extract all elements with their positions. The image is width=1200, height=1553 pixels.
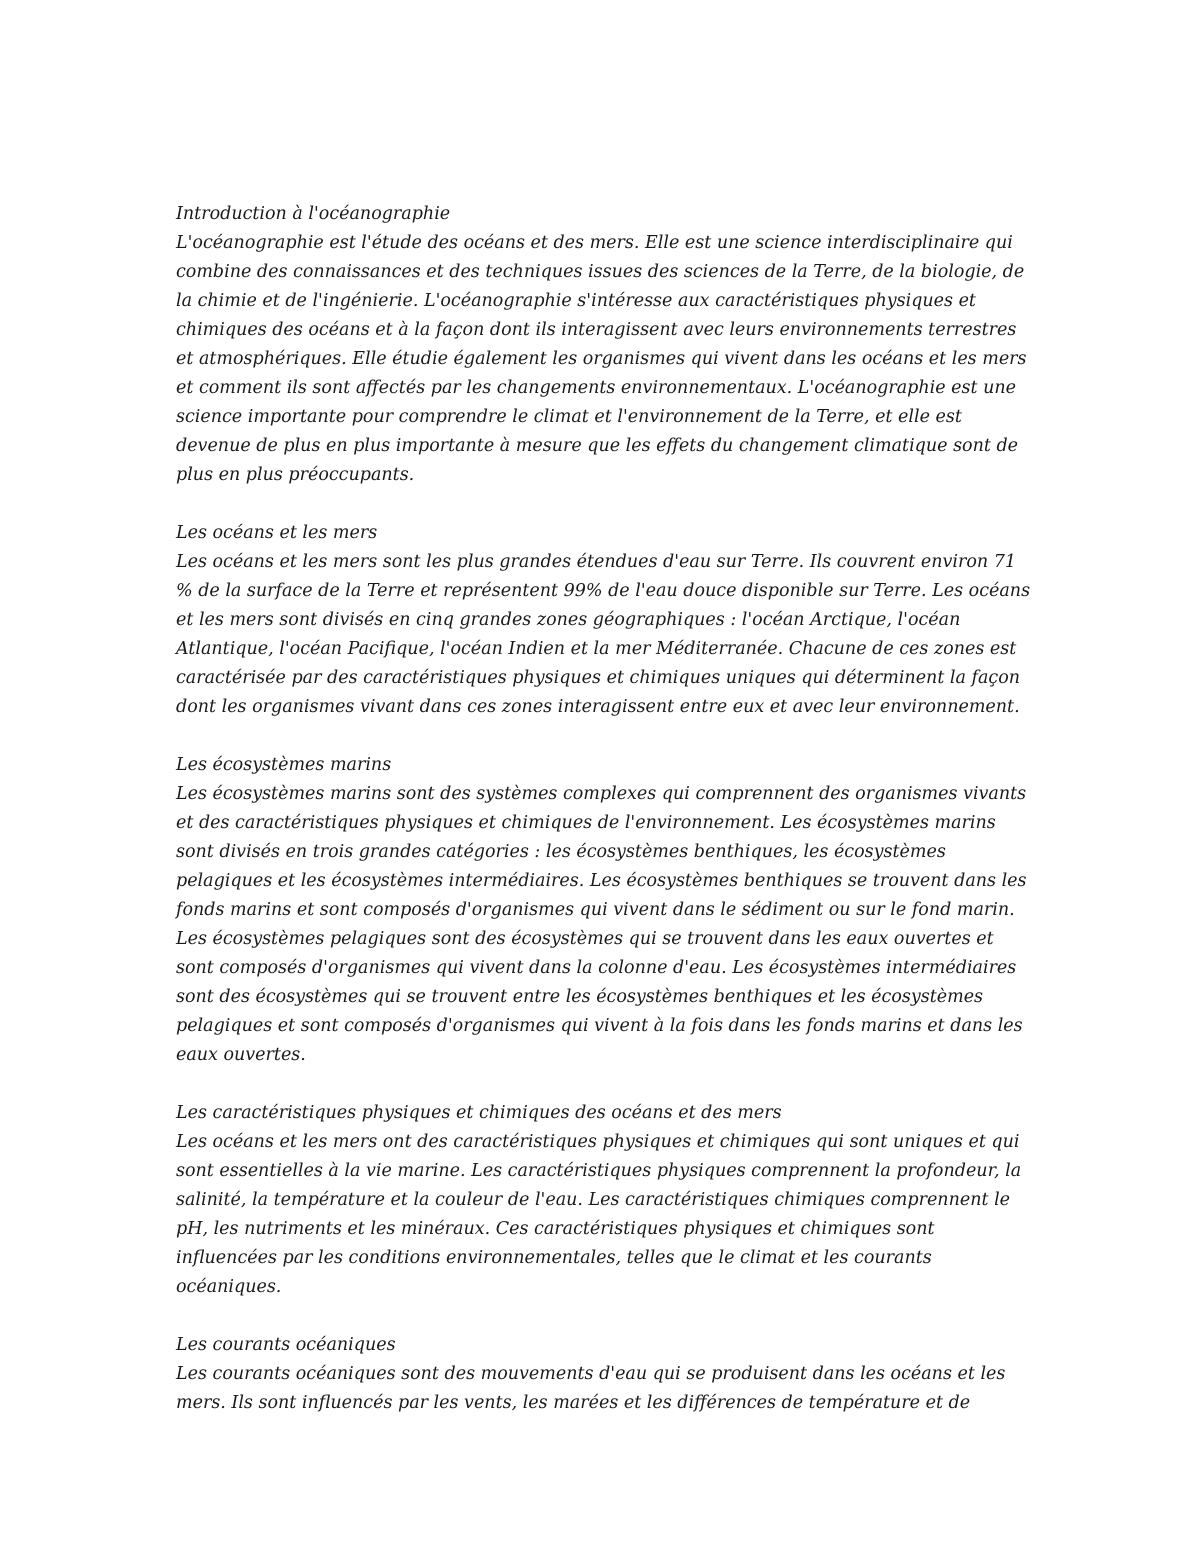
section-heading: Les caractéristiques physiques et chimiques des océans et des mers xyxy=(176,1103,782,1123)
section-introduction xyxy=(176,200,1036,490)
section-oceans-and-seas xyxy=(176,519,1036,722)
section-paragraph: Les courants océaniques sont des mouvements d'eau qui se produisent dans les océans et les mers. Ils sont influencés par les vents, les marées et les différences de température et de xyxy=(176,1364,1006,1413)
section-heading: Les courants océaniques xyxy=(176,1335,396,1355)
section-paragraph: Les océans et les mers ont des caractéristiques physiques et chimiques qui sont uniques et qui sont essentielles à la vie marine. Les caractéristiques physiques comprennent la profondeur, la salinité, la température et la couleur de l'eau. Les caractéristiques chimiques comprennent le pH, les nutriments et les minéraux. Ces caractéristiques physiques et chimiques sont influencées par les conditions environnementales, telles que le climat et les courants océaniques. xyxy=(176,1132,1022,1297)
section-paragraph: L'océanographie est l'étude des océans et des mers. Elle est une science interdisciplinaire qui combine des connaissances et des techniques issues des sciences de la Terre, de la biologie, de la chimie et de l'ingénierie. L'océanographie s'intéresse aux caractéristiques physiques et chimiques des océans et à la façon dont ils interagissent avec leurs environnements terrestres et atmosphériques. Elle étudie également les organismes qui vivent dans les océans et les mers et comment ils sont affectés par les changements environnementaux. L'océanographie est une science importante pour comprendre le climat et l'environnement de la Terre, et elle est devenue de plus en plus importante à mesure que les effets du changement climatique sont de plus en plus préoccupants. xyxy=(176,233,1027,485)
document-body xyxy=(176,200,1036,1447)
section-ocean-currents xyxy=(176,1331,1036,1418)
section-physical-chemical-characteristics xyxy=(176,1099,1036,1302)
section-heading: Les océans et les mers xyxy=(176,523,378,543)
section-paragraph: Les océans et les mers sont les plus grandes étendues d'eau sur Terre. Ils couvrent environ 71 % de la surface de la Terre et représentent 99% de l'eau douce disponible sur Terre. Les océans et les mers sont divisés en cinq grandes zones géographiques : l'océan Arctique, l'océan Atlantique, l'océan Pacifique, l'océan Indien et la mer Méditerranée. Chacune de ces zones est caractérisée par des caractéristiques physiques et chimiques uniques qui déterminent la façon dont les organismes vivant dans ces zones interagissent entre eux et avec leur environnement. xyxy=(176,552,1031,717)
section-paragraph: Les écosystèmes marins sont des systèmes complexes qui comprennent des organismes vivants et des caractéristiques physiques et chimiques de l'environnement. Les écosystèmes marins sont divisés en trois grandes catégories : les écosystèmes benthiques, les écosystèmes pelagiques et les écosystèmes intermédiaires. Les écosystèmes benthiques se trouvent dans les fonds marins et sont composés d'organismes qui vivent dans le sédiment ou sur le fond marin. Les écosystèmes pelagiques sont des écosystèmes qui se trouvent dans les eaux ouvertes et sont composés d'organismes qui vivent dans la colonne d'eau. Les écosystèmes intermédiaires sont des écosystèmes qui se trouvent entre les écosystèmes benthiques et les écosystèmes pelagiques et sont composés d'organismes qui vivent à la fois dans les fonds marins et dans les eaux ouvertes. xyxy=(176,784,1027,1065)
section-heading: Introduction à l'océanographie xyxy=(176,204,451,224)
section-heading: Les écosystèmes marins xyxy=(176,755,392,775)
section-marine-ecosystems xyxy=(176,751,1036,1070)
